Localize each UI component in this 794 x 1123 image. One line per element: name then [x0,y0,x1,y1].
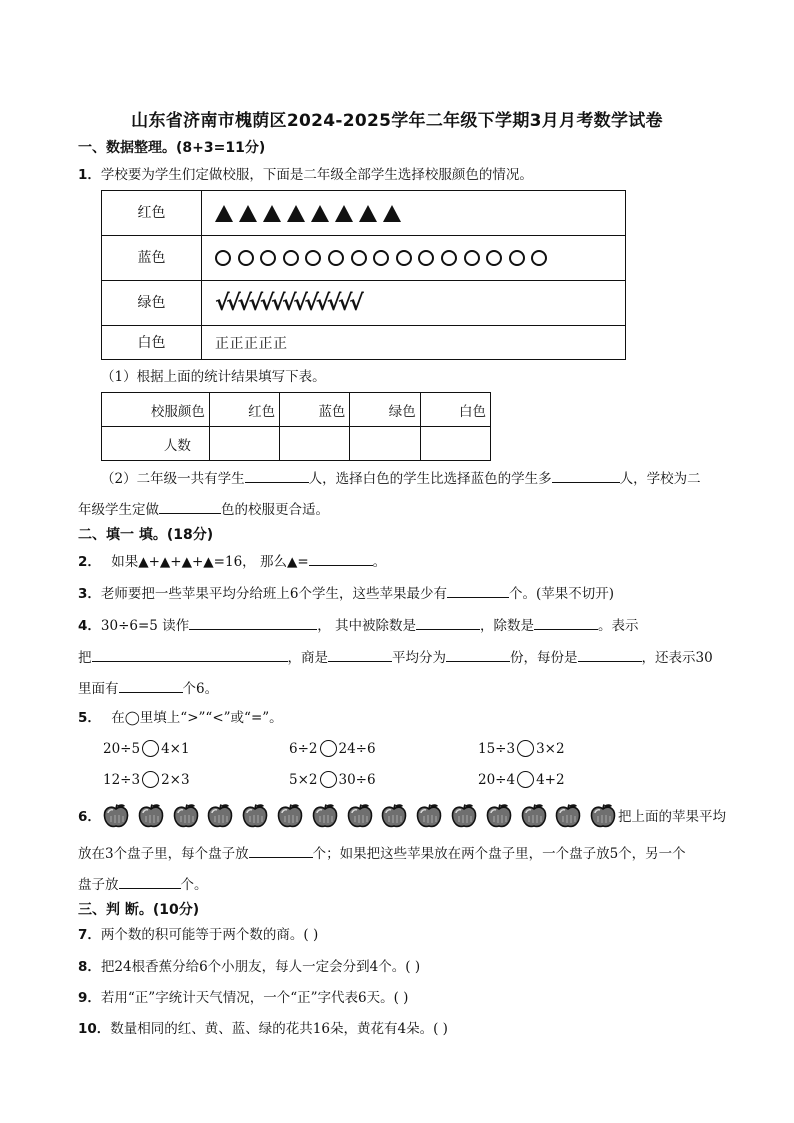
question-7[interactable] [78,925,318,945]
tally-row-blue [102,236,625,281]
compare-circle[interactable] [142,740,159,757]
circle-mark [351,250,367,266]
apple-icon [485,803,513,829]
question-5 [78,708,283,728]
question-4-line2 [78,646,713,668]
q4-text-i: ，还表示30 [641,650,713,666]
sub2-text-c: 人，学校为二 [619,471,701,487]
answer-blank-q4-dividend[interactable] [416,614,480,630]
circle-mark [238,250,254,266]
apple-icon [450,803,478,829]
answer-blank-q4-parts[interactable] [446,646,510,662]
question-4-line1 [78,614,638,636]
sub-question-2-line2 [78,498,329,520]
q1-text: 学校要为学生们定做校服，下面是二年级全部学生选择校服颜色的情况。 [100,167,533,183]
q6-number: 6． [78,809,101,825]
circle-mark [328,250,344,266]
sub2-text-a: （2）二年级一共有学生 [101,471,245,487]
triangle-mark [263,205,281,222]
q2-text-a: 如果▲+▲+▲+▲=16， 那么▲= [111,554,309,570]
tally-row-red [102,191,625,236]
question-1 [78,165,533,185]
tally-label-white: 白色 [102,326,202,360]
apple-icon [554,803,582,829]
q6-text-c: 个；如果把这些苹果放在两个盘子里，一个盘子放5个，另一个 [312,846,686,862]
apple-icon [137,803,165,829]
circle-mark [509,250,525,266]
question-3 [78,582,614,604]
header-green: 绿色 [350,393,420,427]
apple-icon [380,803,408,829]
section3-heading: 三、判 断。(10分) [78,902,200,918]
answer-blank-q4-each[interactable] [578,646,642,662]
q4-text-c: ，除数是 [479,618,534,634]
q4-text-h: 份，每份是 [510,650,578,666]
compare-right: 24÷6 [338,740,376,757]
q6-text-b: 放在3个盘子里，每个盘子放 [78,846,249,862]
circle-marks [215,236,554,280]
triangle-mark [383,205,401,222]
compare-circle[interactable] [517,771,534,788]
answer-blank-q4-read[interactable] [189,614,317,630]
q5-number: 5． [78,710,101,726]
circle-mark [305,250,321,266]
apple-icon [415,803,443,829]
q9-number: 9． [78,990,101,1006]
count-table-row [102,427,491,461]
compare-right: 2×3 [161,771,190,788]
q4-text-d: 。表示 [597,618,639,634]
q4-text-a: 30÷6=5 读作 [100,618,190,634]
apple-icon [206,803,234,829]
compare-right: 3×2 [536,740,565,757]
count-table [101,392,491,461]
circle-mark [396,250,412,266]
zheng-marks [215,326,288,360]
compare-circle[interactable] [320,771,337,788]
compare-item-2 [289,740,376,757]
q4-text-f: ，商是 [287,650,328,666]
q4-text-k: 个6。 [182,681,219,697]
q3-text-a: 老师要把一些苹果平均分给班上6个学生，这些苹果最少有 [100,586,447,602]
answer-blank-q4-count[interactable] [119,677,183,693]
triangle-mark [359,205,377,222]
q4-text-j: 里面有 [78,681,119,697]
triangle-mark [215,205,233,222]
answer-blank-color[interactable] [159,498,221,514]
sub2-text-d: 年级学生定做 [78,502,159,518]
compare-left: 5×2 [289,771,318,788]
triangle-mark [287,205,305,222]
q3-text-b: 个。(苹果不切开) [509,586,615,602]
circle-mark [215,250,231,266]
apple-icon [311,803,339,829]
answer-blank-q4-quotient[interactable] [328,646,392,662]
count-table-header [102,393,491,427]
answer-blank-difference[interactable] [552,467,620,483]
q7-text: 两个数的积可能等于两个数的商。( ) [100,927,319,943]
count-cell-green[interactable] [350,427,420,461]
triangle-marks [215,191,407,235]
compare-item-5 [289,771,376,788]
q4-number: 4． [78,618,101,634]
tally-row-white [102,326,625,360]
compare-right: 4×1 [161,740,190,757]
q3-number: 3． [78,586,101,602]
compare-item-4 [103,771,190,788]
question-6-number [78,807,101,827]
compare-circle[interactable] [320,740,337,757]
answer-blank-total[interactable] [245,467,309,483]
compare-left: 15÷3 [478,740,516,757]
tally-table [101,190,626,360]
count-cell-blue[interactable] [280,427,350,461]
compare-circle[interactable] [142,771,159,788]
question-2 [78,550,386,572]
question-6-line3 [78,873,208,895]
sub2-text-b: 人，选择白色的学生比选择蓝色的学生多 [308,471,552,487]
header-color: 校服颜色 [102,393,210,427]
q6-text-d: 盘子放 [78,877,119,893]
apple-icon [589,803,617,829]
q1-number: 1． [78,167,101,183]
apple-row [102,803,624,829]
zheng-text: 正正正正正 [215,336,288,352]
count-cell-red[interactable] [209,427,279,461]
circle-mark [283,250,299,266]
question-9[interactable] [78,988,408,1008]
answer-blank-q4-divisor[interactable] [534,614,598,630]
compare-right: 4+2 [536,771,565,788]
header-blue: 蓝色 [280,393,350,427]
compare-item-3 [478,740,565,757]
count-cell-white[interactable] [420,427,490,461]
q9-text: 若用“正”字统计天气情况，一个“正”字代表6天。( ) [100,990,409,1006]
q8-number: 8． [78,959,101,975]
check-marks [215,281,360,325]
triangle-mark [239,205,257,222]
q5-text: 在◯里填上“>”“<”或“=”。 [111,710,283,726]
question-6-text-a: 把上面的苹果平均 [618,809,726,825]
section1-heading: 一、数据整理。(8+3=11分) [78,140,266,156]
section2-heading: 二、填一 填。(18分) [78,527,214,543]
question-10[interactable] [78,1019,448,1039]
answer-blank-q4-dividend-name[interactable] [92,646,288,662]
compare-left: 12÷3 [103,771,141,788]
tally-row-green [102,281,625,326]
circle-mark [418,250,434,266]
check-marks-text: √√√√√√√√√√√√√ [215,290,361,316]
apple-icon [241,803,269,829]
apple-icon [276,803,304,829]
q6-text-e: 个。 [180,877,208,893]
header-white: 白色 [420,393,490,427]
sub-question-2-line1 [101,467,701,489]
tally-label-blue: 蓝色 [102,236,202,280]
circle-mark [260,250,276,266]
triangle-mark [335,205,353,222]
answer-blank-q6-each[interactable] [249,842,313,858]
question-4-line3 [78,677,218,699]
q7-number: 7． [78,927,101,943]
header-red: 红色 [209,393,279,427]
circle-mark [531,250,547,266]
circle-mark [373,250,389,266]
compare-left: 20÷4 [478,771,516,788]
q4-text-e: 把 [78,650,92,666]
q2-text-b: 。 [372,554,387,570]
q4-text-b: ， 其中被除数是 [317,618,416,634]
answer-blank-q3[interactable] [447,582,509,598]
compare-item-6 [478,771,565,788]
compare-circle[interactable] [517,740,534,757]
apple-icon [346,803,374,829]
q10-text: 数量相同的红、黄、蓝、绿的花共16朵，黄花有4朵。( ) [110,1021,448,1037]
row-label-count: 人数 [102,427,210,461]
tally-label-green: 绿色 [102,281,202,325]
q10-number: 10． [78,1021,111,1037]
apple-icon [520,803,548,829]
question-8[interactable] [78,957,420,977]
tally-label-red: 红色 [102,191,202,235]
sub-question-1: （1）根据上面的统计结果填写下表。 [101,369,326,385]
compare-left: 20÷5 [103,740,141,757]
q2-number: 2． [78,554,101,570]
page-title: 山东省济南市槐荫区2024-2025学年二年级下学期3月月考数学试卷 [131,111,663,131]
q8-text: 把24根香蕉分给6个小朋友，每人一定会分到4个。( ) [100,959,421,975]
q4-text-g: 平均分为 [392,650,446,666]
compare-left: 6÷2 [289,740,318,757]
triangle-mark [311,205,329,222]
sub2-text-e: 色的校服更合适。 [221,502,329,518]
apple-icon [102,803,130,829]
compare-right: 30÷6 [338,771,376,788]
circle-mark [464,250,480,266]
apple-icon [172,803,200,829]
circle-mark [441,250,457,266]
circle-mark [486,250,502,266]
answer-blank-q6-other[interactable] [119,873,181,889]
compare-item-1 [103,740,190,757]
question-6-line2 [78,842,686,864]
answer-blank-q2[interactable] [309,550,373,566]
